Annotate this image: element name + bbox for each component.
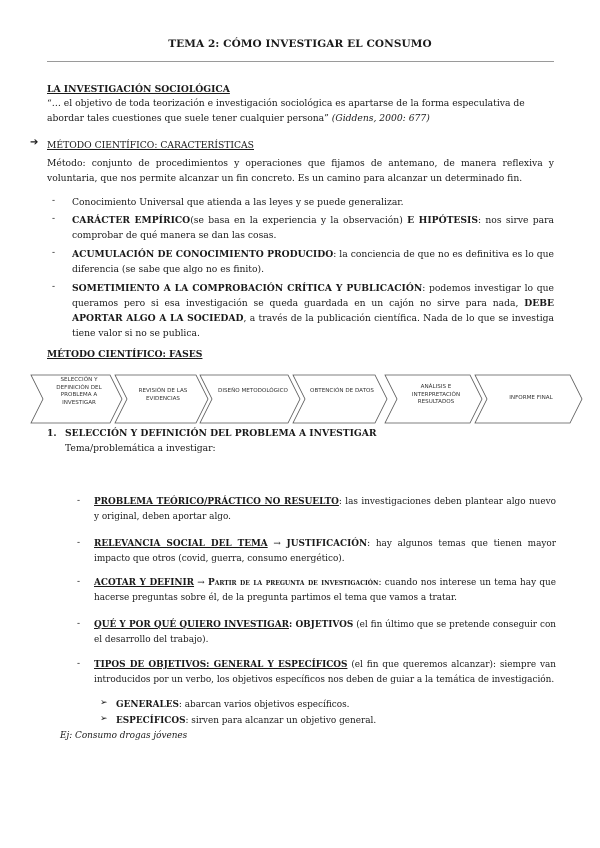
selection-item [94,495,556,524]
item-text: : abarcan varios objetivos específicos. [178,700,350,710]
phase-chevron [293,375,387,423]
item-text: : hay algunos temas que tienen mayor impacto que otros (covid, guerra, consumo energético). [94,539,556,564]
item-term: OBJETIVOS [295,620,354,630]
dash-bullet: - [52,282,56,292]
item-term: E HIPÓTESIS [407,215,478,226]
phase-label: SELECCIÓN Y DEFINICIÓN DEL PROBLEMA A INVESTIGAR [56,377,102,406]
item-term: QUÉ Y POR QUÉ QUIERO INVESTIGAR [94,620,289,630]
phase-label: ANÁLISIS E INTERPRETACIÓN RESULTADOS [411,384,461,405]
arrowhead-bullet-icon: ➢ [100,714,108,724]
item-term: DEBE APORTAR ALGO A LA SOCIEDAD [72,298,554,324]
item-separator: : [288,620,296,630]
right-arrow-icon: → [194,578,209,588]
selection-item [94,658,556,687]
item-text: : la conciencia de que no es definitiva es lo que diferencia (se sabe que algo no es finito). [72,249,554,275]
item-text: (se basa en la experiencia y la observación) [190,215,403,226]
item-term: SOMETIMIENTO A LA COMPROBACIÓN CRÍTICA Y PUBLICACIÓN [72,283,423,294]
item-text: : cuando nos interese un tema hay que hacerse preguntas sobre él, de la pregunta partimos el tema que vamos a tratar. [94,578,556,603]
characteristic-item: Conocimiento Universal que atienda a las leyes y se puede generalizar. [72,197,404,208]
item-term: ESPECÍFICOS [116,716,186,726]
characteristic-item [72,213,554,243]
section-heading-characteristics: MÉTODO CIENTÍFICO: CARACTERÍSTICAS [47,140,254,151]
giddens-quote [47,96,554,126]
section-heading-sociological: LA INVESTIGACIÓN SOCIOLÓGICA [47,84,230,95]
dash-bullet: - [77,577,81,587]
dash-bullet: - [77,496,81,506]
dash-bullet: - [52,248,56,258]
method-definition [47,156,554,186]
item-text: : sirven para alcanzar un objetivo general. [185,716,377,726]
document-title: TEMA 2: CÓMO INVESTIGAR EL CONSUMO [168,38,432,50]
item-term: JUSTIFICACIÓN [286,539,368,549]
right-arrow-icon: → [267,539,287,549]
selection-item [94,618,556,647]
method-definition-text: : conjunto de procedimientos y operaciones que fijamos de antemano, de manera reflexiva y voluntaria, que nos permite alcanzar un fin concreto. Es un camino para alcanzar un determinado fin. [47,158,554,184]
item-term: PROBLEMA TEÓRICO/PRÁCTICO NO RESUELTO [94,497,339,507]
item-text: (el fin que queremos alcanzar): siempre van introducidos por un verbo, los objetivos específicos nos deben de guiar a la temática de investigación. [94,660,556,685]
method-term: Método [47,158,83,169]
quote-text: “… el objetivo de toda teorización e investigación sociológica es apartarse de la forma especulativa de abordar tales cuestiones que suele tener cualquier persona” [47,98,525,124]
item-text: : nos sirve para comprobar de qué manera se dan las cosas. [72,215,555,241]
phase-chevron [200,375,300,423]
selection-item [94,576,556,605]
dash-bullet: - [52,196,56,206]
item-term: GENERALES [116,700,179,710]
item-term: Partir de la pregunta de investigación [208,578,379,588]
item-text: : las investigaciones deben plantear algo nuevo y original, deben aportar algo. [94,497,556,522]
item-term: RELEVANCIA SOCIAL DEL TEMA [94,539,268,549]
item-term: ACOTAR Y DEFINIR [94,578,195,588]
title-divider [47,61,554,62]
phase-label: REVISIÓN DE LAS EVIDENCIAS [138,388,188,402]
dash-bullet: - [52,214,56,224]
section-heading-phases: MÉTODO CIENTÍFICO: FASES [47,349,203,360]
section-heading-selection: SELECCIÓN Y DEFINICIÓN DEL PROBLEMA A INVESTIGAR [65,428,377,439]
phase-label: OBTENCIÓN DE DATOS [310,388,374,394]
section-intro: Tema/problemática a investigar: [65,443,216,454]
item-text: : podemos investigar lo que queramos pero si esa investigación se queda guardada en un cajón no sirve para nada, [72,283,554,309]
quote-citation: (Giddens, 2000: 677) [331,113,430,124]
phase-label: DISEÑO METODOLÓGICO [218,388,288,394]
phase-label: INFORME FINAL [509,395,553,401]
section-number: 1. [47,428,57,439]
item-term: CARÁCTER EMPÍRICO [72,215,191,226]
dash-bullet: - [77,659,81,669]
dash-bullet: - [77,619,81,629]
objective-subitem [116,698,349,713]
selection-item [94,537,556,566]
characteristic-item [72,247,554,277]
item-term: ACUMULACIÓN DE CONOCIMIENTO PRODUCIDO [72,249,334,260]
arrow-bullet-icon: ➔ [30,137,39,148]
dash-bullet: - [77,538,81,548]
characteristic-item [72,281,554,341]
phases-flow-diagram [30,374,585,424]
item-term: TIPOS DE OBJETIVOS: GENERAL Y ESPECÍFICOS [94,660,348,670]
arrowhead-bullet-icon: ➢ [100,698,108,708]
item-text: (el fin último que se pretende conseguir con el desarrollo del trabajo). [94,620,556,645]
example-line: Ej: Consumo drogas jóvenes [60,731,188,741]
objective-subitem [116,714,376,729]
item-text: , a través de la publicación científica. Nada de lo que se investiga tiene valor si no se publica. [72,313,554,339]
